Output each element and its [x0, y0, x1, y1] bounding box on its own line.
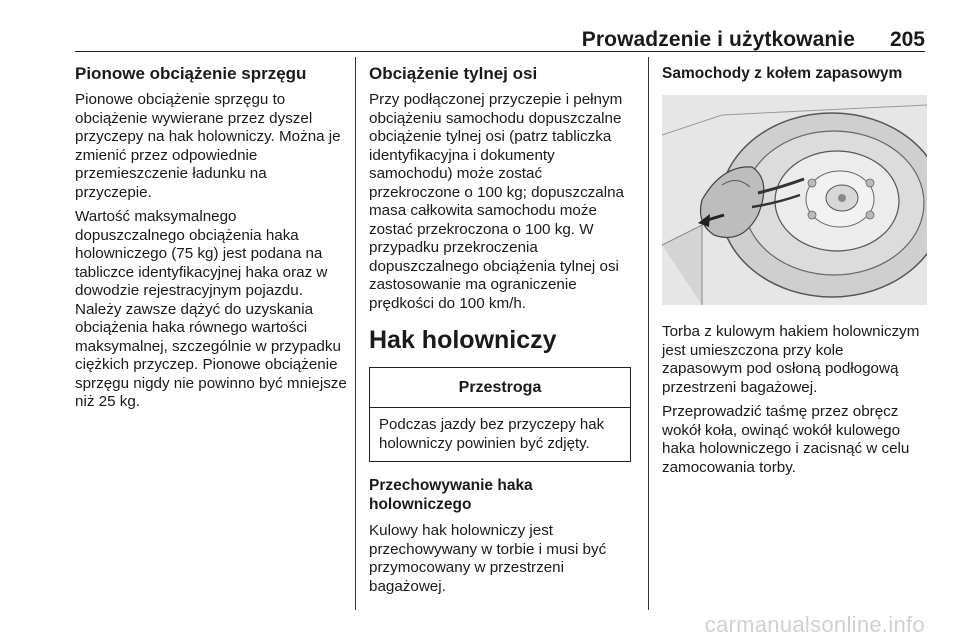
caution-box: [369, 367, 631, 462]
paragraph: Przeprowadzić taśmę przez obręcz wokół koła, owinąć wokół kulowego haka holowniczego i zacisnąć w celu zamocowania torby.: [662, 403, 910, 476]
column-1: [75, 64, 347, 418]
paragraph: Wartość maksymalnego dopuszczalnego obciążenia haka holowniczego (75 kg) jest podana na tabliczce identyfikacyjnej haka oraz w dowodzie rejestracyjnym pojazdu. Należy zawsze dążyć do uzyskania obciążenia haka równego wartości maksymalnej, szczególnie w przypadku ciężkich przyczep. Pionowe obciążenie sprzęgu nigdy nie powinno być mniejsze niż 25 kg.: [75, 208, 347, 410]
caution-text: Podczas jazdy bez przyczepy hak holowniczy powinien być zdjęty.: [379, 416, 605, 452]
section-title-towing-hook: Hak holowniczy: [369, 326, 557, 354]
section-heading-rear-axle-load: Obciążenie tylnej osi: [369, 64, 538, 83]
page-number: 205: [889, 28, 925, 51]
subheading-spare-wheel: Samochody z kołem zapasowym: [662, 65, 903, 82]
column-3: [662, 64, 927, 483]
column-divider-2: [648, 57, 649, 610]
spare-wheel-drawing: [662, 95, 927, 305]
section-heading-coupling-load: Pionowe obciążenie sprzęgu: [75, 64, 307, 83]
paragraph: Torba z kulowym hakiem holowniczym jest umieszczona przy kole zapasowym pod osłoną podłogową przestrzeni bagażowej.: [662, 323, 920, 396]
header-title: Prowadzenie i użytkowanie: [581, 28, 855, 51]
watermark: carmanualsonline.info: [704, 612, 925, 637]
paragraph: Kulowy hak holowniczy jest przechowywany w torbie i musi być przymocowany w przestrzeni bagażowej.: [369, 522, 607, 595]
subheading-storage: Przechowywanie haka holowniczego: [369, 477, 533, 513]
spare-wheel-illustration: [662, 95, 927, 305]
caution-title: Przestroga: [370, 368, 630, 408]
paragraph: Przy podłączonej przyczepie i pełnym obciążeniu samochodu dopuszczalne obciążenie tylnej osi (patrz tabliczka identyfikacyjna i dokumenty samochodu) może zostać przekroczone o 100 kg; dopuszczalna masa całkowita samochodu może zostać przekroczona o 100 kg. W przypadku przekroczenia dopuszczalnego obciążenia tylnej osi zastosowanie ma ograniczenie prędkości do 100 km/h.: [369, 91, 624, 312]
paragraph: Pionowe obciążenie sprzęgu to obciążenie wywierane przez dyszel przyczepy na hak holowniczy. Można je zmienić przez odpowiednie przemieszczenie ładunku na przyczepie.: [75, 91, 341, 201]
column-divider-1: [355, 57, 356, 610]
column-2: [369, 64, 635, 602]
header-rule: [75, 51, 925, 52]
